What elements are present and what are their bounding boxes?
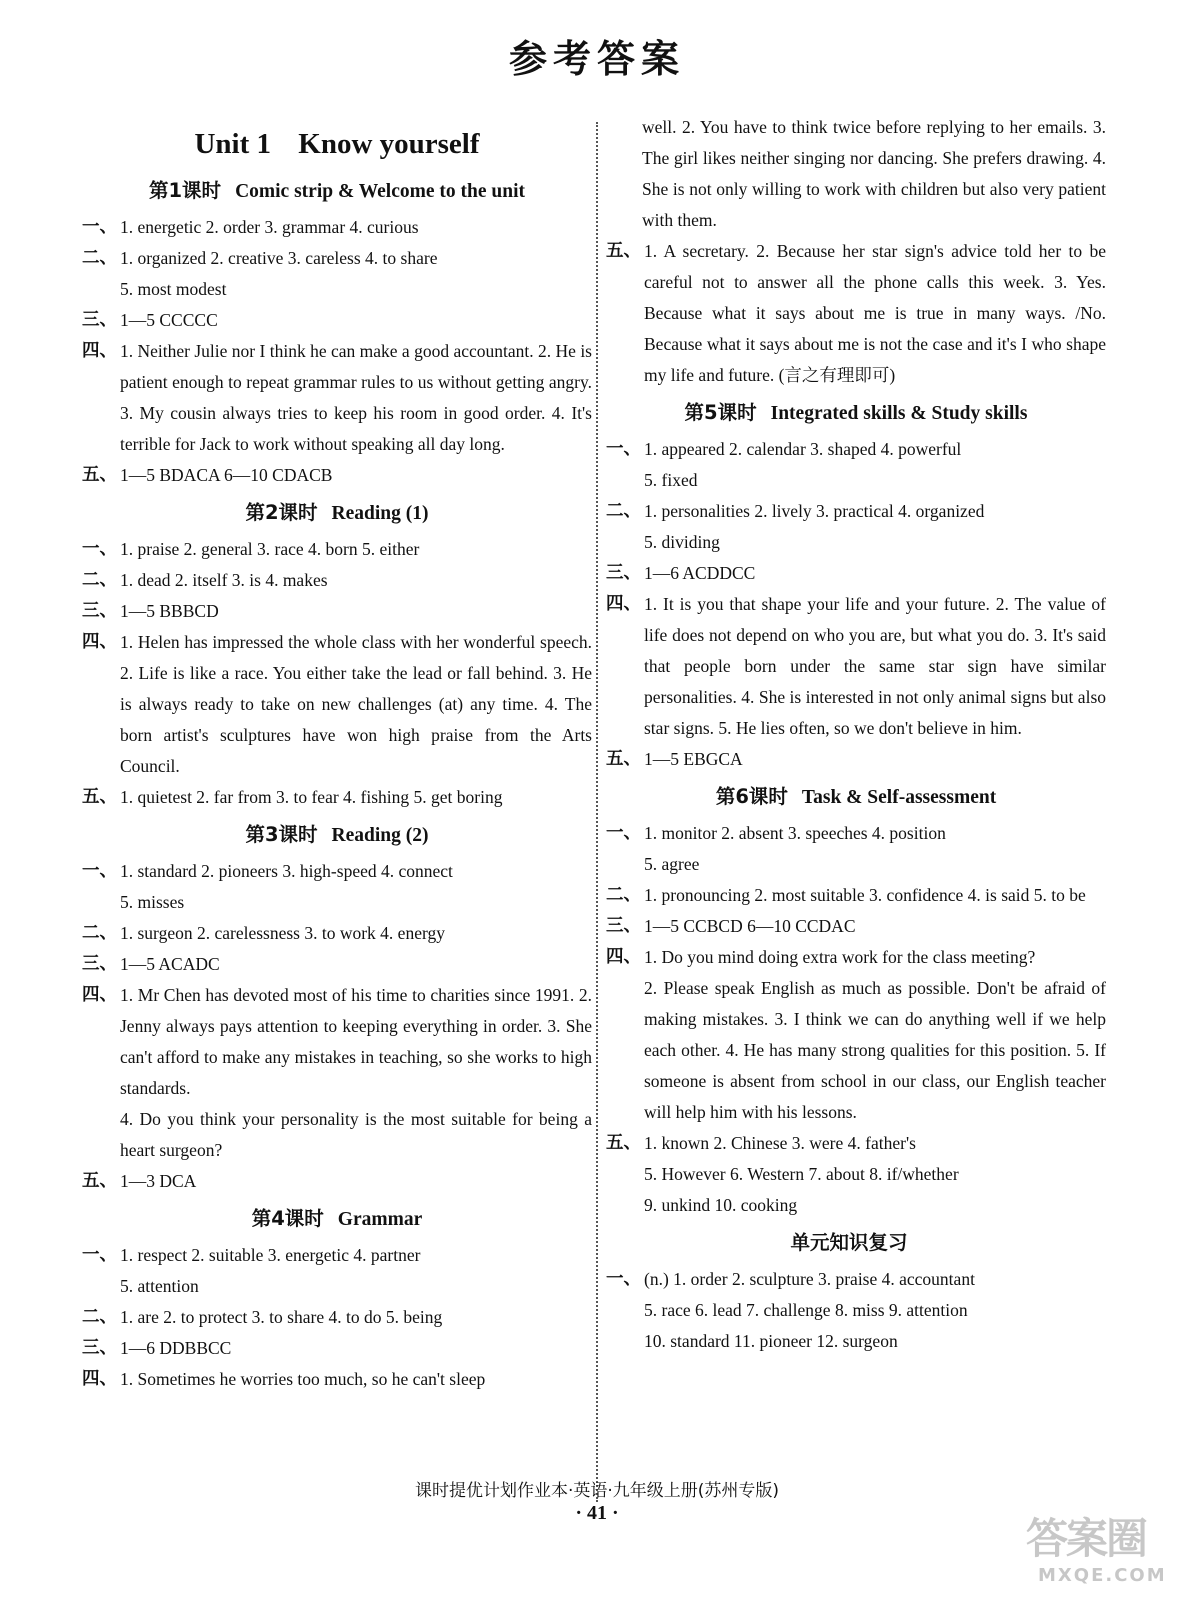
lesson-heading	[82, 1203, 592, 1236]
answer-text: 1. respect 2. suitable 3. energetic 4. partner	[120, 1245, 421, 1265]
answer-text: 1. energetic 2. order 3. grammar 4. curious	[120, 217, 419, 237]
answer-text: 1. It is you that shape your life and your future. 2. The value of life does not depend on who you are, but what you do. 3. It's said that people born under the same star sign have similar personalities. 4. She is interested in not only animal signs but also star signs. 5. He lies often, so we don't believe in him.	[644, 594, 1106, 738]
answer-item	[82, 596, 592, 627]
answer-item	[606, 744, 1106, 775]
answer-continuation: 10. standard 11. pioneer 12. surgeon	[644, 1331, 898, 1351]
lesson-title: Reading (1)	[331, 503, 429, 524]
answer-item	[606, 911, 1106, 942]
answer-text: (n.) 1. order 2. sculpture 3. praise 4. accountant	[644, 1269, 975, 1289]
lesson-heading	[606, 1227, 1106, 1260]
answer-text: 1. quietest 2. far from 3. to fear 4. fishing 5. get boring	[120, 787, 503, 807]
left-column	[82, 112, 592, 1395]
answer-continuation: 5. fixed	[644, 470, 698, 490]
answer-item	[606, 558, 1106, 589]
answer-text: 1. appeared 2. calendar 3. shaped 4. powerful	[644, 439, 962, 459]
lesson-number: 第4课时	[251, 1207, 324, 1230]
section-marker: 一、	[606, 439, 641, 459]
answer-text: 1. monitor 2. absent 3. speeches 4. position	[644, 823, 946, 843]
section-marker: 三、	[82, 310, 117, 330]
section-marker: 四、	[82, 1369, 117, 1389]
answer-text: 1. pronouncing 2. most suitable 3. confidence 4. is said 5. to be	[644, 885, 1086, 905]
section-marker: 一、	[82, 1245, 117, 1265]
answer-text: 1—6 DDBBCC	[120, 1338, 232, 1358]
section-marker: 一、	[82, 539, 117, 559]
section-marker: 四、	[82, 632, 117, 652]
answer-item	[82, 782, 592, 813]
section-marker: 五、	[82, 465, 117, 485]
left-column-body	[82, 175, 592, 1395]
lesson-number: 第1课时	[148, 179, 222, 202]
section-marker: 五、	[606, 1133, 641, 1153]
watermark-text: 答案圈	[1026, 1514, 1147, 1563]
answer-continuation: 5. dividing	[644, 532, 720, 552]
answer-continuation: 5. agree	[644, 854, 700, 874]
answer-text: 1. standard 2. pioneers 3. high-speed 4. connect	[120, 861, 453, 881]
section-marker: 二、	[82, 248, 117, 268]
answer-text: 1. Neither Julie nor I think he can make a good accountant. 2. He is patient enough to repeat grammar rules to us without getting angry. 3. My cousin always tries to keep his room in good order. 4. It's terrible for Jack to work without speaking all day long.	[120, 341, 592, 454]
section-marker: 四、	[82, 341, 117, 361]
lesson-number: 第2课时	[245, 501, 318, 524]
answer-text: 1. dead 2. itself 3. is 4. makes	[120, 570, 328, 590]
answer-item	[606, 880, 1106, 911]
answer-item	[606, 818, 1106, 849]
answer-text: 1. A secretary. 2. Because her star sign's advice told her to be careful not to answer all the phone calls this week. 3. Yes. Because what it says about me is true in many ways. /No. Because what it says about me is not the case and it's I who shape my life and future. (言之有理即可)	[644, 241, 1106, 385]
answer-continuation: 5. most modest	[120, 279, 227, 299]
lesson-heading	[82, 497, 592, 530]
section-marker: 五、	[82, 1171, 117, 1191]
answer-text: 1—6 ACDDCC	[644, 563, 756, 583]
answer-item	[606, 236, 1106, 391]
section-marker: 一、	[606, 823, 641, 843]
answer-text: 1. personalities 2. lively 3. practical 4. organized	[644, 501, 985, 521]
answer-item	[606, 434, 1106, 465]
section-marker: 四、	[82, 985, 117, 1005]
answer-continuation: 5. However 6. Western 7. about 8. if/whether	[644, 1164, 959, 1184]
section-marker: 三、	[606, 916, 641, 936]
section-marker: 一、	[82, 217, 117, 237]
section-marker: 四、	[606, 594, 641, 614]
answer-item	[82, 212, 592, 243]
answer-continuation: 4. Do you think your personality is the most suitable for being a heart surgeon?	[120, 1109, 592, 1160]
lesson-title: Integrated skills & Study skills	[770, 403, 1028, 424]
answer-text: 1—5 CCCCC	[120, 310, 218, 330]
page-number: · 41 ·	[575, 1502, 619, 1524]
answer-item	[82, 534, 592, 565]
lesson-number: 第3课时	[245, 823, 318, 846]
section-marker: 三、	[82, 954, 117, 974]
answer-item	[606, 1128, 1106, 1159]
answer-text: 1. known 2. Chinese 3. were 4. father's	[644, 1133, 916, 1153]
lesson-title: Task & Self-assessment	[801, 787, 997, 808]
answer-text: 1—5 CCBCD 6—10 CCDAC	[644, 916, 856, 936]
lesson-title: Grammar	[337, 1209, 423, 1230]
answer-item	[82, 1302, 592, 1333]
lesson-heading	[606, 781, 1106, 814]
answer-item	[82, 243, 592, 274]
answer-item	[606, 589, 1106, 744]
watermark-logo	[1018, 1506, 1180, 1586]
right-column	[606, 112, 1106, 1357]
answer-item	[82, 856, 592, 887]
answer-text: 1. Helen has impressed the whole class with her wonderful speech. 2. Life is like a race. You either take the lead or fall behind. 3. He is always ready to take on new challenges (at) any time. 4. The born artist's sculptures have won high praise from the Arts Council.	[120, 632, 592, 776]
answer-item	[82, 305, 592, 336]
answer-continuation: 5. attention	[120, 1276, 199, 1296]
answer-continuation: 5. misses	[120, 892, 185, 912]
answer-item	[82, 980, 592, 1104]
section-marker: 一、	[606, 1269, 641, 1289]
lesson-heading	[82, 175, 592, 208]
book-title: 课时提优计划作业本·英语·九年级上册(苏州专版)	[414, 1481, 780, 1501]
answer-continuation: 9. unkind 10. cooking	[644, 1195, 798, 1215]
answer-item	[82, 565, 592, 596]
section-marker: 三、	[82, 1338, 117, 1358]
answer-item	[606, 1264, 1106, 1295]
answer-item	[82, 1364, 592, 1395]
section-marker: 四、	[606, 947, 641, 967]
answer-text: 1—5 BBBCD	[120, 601, 219, 621]
answer-continuation: well. 2. You have to think twice before replying to her emails. 3. The girl likes neither singing nor dancing. She prefers drawing. 4. She is not only willing to work with children but also very patient with them.	[642, 117, 1106, 230]
answer-item	[606, 942, 1106, 973]
answer-text: 1—5 EBGCA	[644, 749, 743, 769]
answer-text: 1. Sometimes he worries too much, so he can't sleep	[120, 1369, 486, 1389]
answer-text: 1—3 DCA	[120, 1171, 197, 1191]
lesson-title: Comic strip & Welcome to the unit	[235, 181, 525, 202]
answer-item	[606, 496, 1106, 527]
section-marker: 三、	[82, 601, 117, 621]
lesson-number: 第5课时	[684, 401, 757, 424]
lesson-number: 第6课时	[715, 785, 788, 808]
answer-item	[82, 1166, 592, 1197]
section-marker: 二、	[606, 885, 641, 905]
answer-item	[82, 1240, 592, 1271]
answer-item	[82, 336, 592, 460]
section-marker: 三、	[606, 563, 641, 583]
section-marker: 一、	[82, 861, 117, 881]
watermark-url: MXQE.COM	[1038, 1565, 1167, 1586]
answer-text: 1. Mr Chen has devoted most of his time to charities since 1991. 2. Jenny always pays attention to keeping everything in order. 3. She can't afford to make any mistakes in teaching, so she works to high standards.	[120, 985, 592, 1098]
column-divider	[596, 122, 598, 1502]
lesson-number: 单元知识复习	[790, 1231, 908, 1254]
section-marker: 二、	[606, 501, 641, 521]
answer-item	[82, 460, 592, 491]
answer-text: 1—5 BDACA 6—10 CDACB	[120, 465, 333, 485]
unit-name: Know yourself	[298, 128, 480, 160]
answer-continuation: 5. race 6. lead 7. challenge 8. miss 9. attention	[644, 1300, 968, 1320]
lesson-heading	[606, 397, 1106, 430]
answer-text: 1. surgeon 2. carelessness 3. to work 4. energy	[120, 923, 445, 943]
answer-text: 1. are 2. to protect 3. to share 4. to do 5. being	[120, 1307, 443, 1327]
section-marker: 五、	[606, 749, 641, 769]
answer-item	[82, 1333, 592, 1364]
section-marker: 二、	[82, 570, 117, 590]
lesson-title: Reading (2)	[331, 825, 429, 846]
answer-text: 1. praise 2. general 3. race 4. born 5. either	[120, 539, 420, 559]
unit-number: Unit 1	[194, 128, 272, 160]
right-column-body	[606, 112, 1106, 1357]
unit-heading	[82, 128, 592, 161]
section-marker: 五、	[606, 241, 641, 261]
answer-item	[82, 918, 592, 949]
answer-item	[82, 627, 592, 782]
lesson-heading	[82, 819, 592, 852]
section-marker: 二、	[82, 1307, 117, 1327]
answer-text: 1. Do you mind doing extra work for the class meeting?	[644, 947, 1036, 967]
section-marker: 五、	[82, 787, 117, 807]
answer-continuation: 2. Please speak English as much as possible. Don't be afraid of making mistakes. 3. I think we can do anything well if we help each other. 4. He has many strong qualities for this position. 5. If someone is absent from school in our class, our English teacher will help him with his lessons.	[644, 978, 1106, 1122]
page-title: 参考答案	[508, 37, 685, 81]
answer-text: 1. organized 2. creative 3. careless 4. to share	[120, 248, 438, 268]
section-marker: 二、	[82, 923, 117, 943]
answer-item	[82, 949, 592, 980]
answer-text: 1—5 ACADC	[120, 954, 220, 974]
